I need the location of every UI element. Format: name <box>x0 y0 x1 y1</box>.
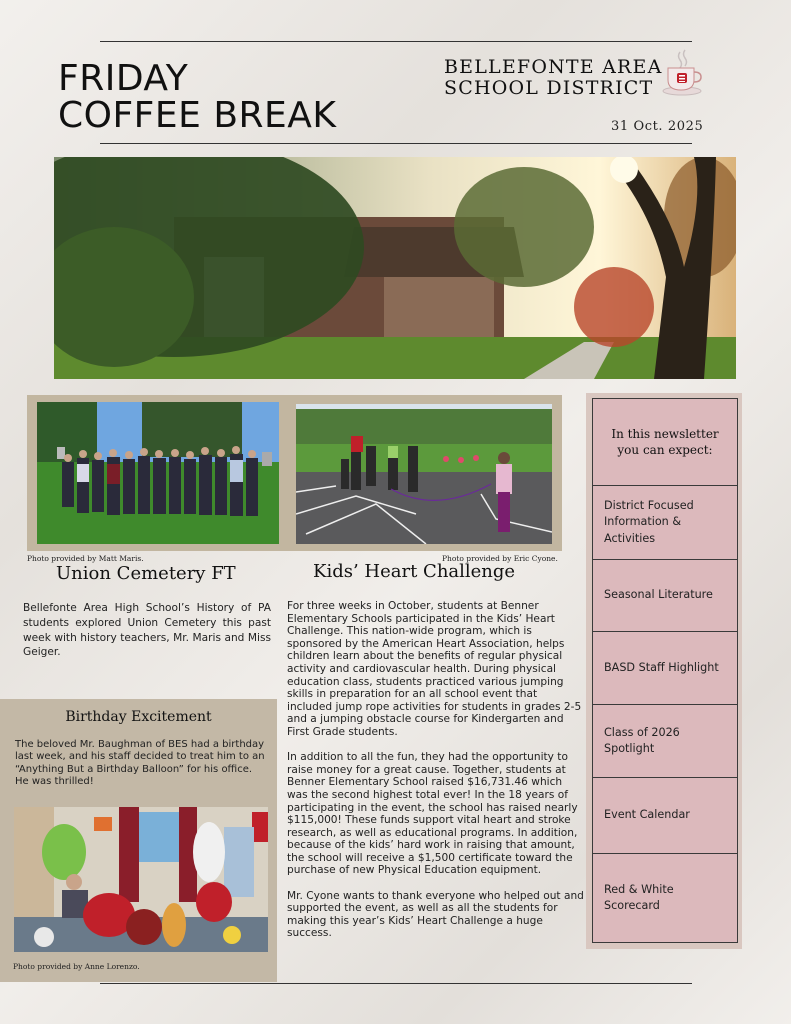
cemetery-photo-credit: Photo provided by Matt Maris. <box>27 554 144 563</box>
cemetery-group-photo <box>37 402 279 544</box>
toc-heading-line-2: you can expect: <box>617 443 713 457</box>
toc-item-literature: Seasonal Literature <box>593 560 737 632</box>
heart-paragraph-3: Mr. Cyone wants to thank everyone who helped out and supported the event, as well as all the students for making this year’s Kids’ Heart Challenge a huge success. <box>287 889 584 940</box>
toc-heading-line-1: In this newsletter <box>611 427 719 441</box>
toc-item-class-2026: Class of 2026 Spotlight <box>593 705 737 778</box>
toc-item-district: District Focused Information & Activities <box>593 486 737 560</box>
heart-heading: Kids’ Heart Challenge <box>313 561 516 582</box>
birthday-heading: Birthday Excitement <box>65 709 212 725</box>
hero-photo-autumn-street <box>54 157 736 379</box>
birthday-office-photo <box>14 807 268 952</box>
district-line-1: BELLEFONTE AREA <box>444 56 663 78</box>
header-rule <box>100 143 692 144</box>
toc-box <box>592 398 738 943</box>
district-line-2: SCHOOL DISTRICT <box>444 77 654 99</box>
newsletter-title <box>58 60 337 134</box>
issue-date: 31 Oct. 2025 <box>611 119 704 134</box>
top-rule <box>100 41 692 42</box>
heart-challenge-photo <box>296 404 552 544</box>
birthday-photo-credit: Photo provided by Anne Lorenzo. <box>13 962 140 971</box>
district-name <box>444 57 663 99</box>
coffee-cup-icon <box>661 48 703 98</box>
heart-body <box>287 600 585 953</box>
toc-item-scorecard: Red & White Scorecard <box>604 882 674 912</box>
cemetery-body: Bellefonte Area High School’s History of PA students explored Union Cemetery this past week with history teachers, Mr. Maris and Miss Geiger. <box>23 602 271 659</box>
title-line-2: COFFEE BREAK <box>58 95 337 136</box>
toc-item-calendar: Event Calendar <box>593 778 737 854</box>
birthday-body: The beloved Mr. Baughman of BES had a birthday last week, and his staff decided to treat him to an “Anything But a Birthday Balloon” for his office. He was thrilled! <box>15 739 265 788</box>
cemetery-heading: Union Cemetery FT <box>56 563 236 584</box>
heart-paragraph-2: In addition to all the fun, they had the opportunity to raise money for a great cause. Together, students at Benner Elementary School raised $16,731.46 which was the second highest total ever! In the 18 years of participating in the event, the school has raised nearly $115,000! These funds support vital heart and stroke research, as well as educational programs. In addition, because of the kids’ hard work in raising that amount, the school will receive a $1,500 certificate toward the purchase of new Physical Education equipment. <box>287 751 578 877</box>
toc-heading <box>593 399 737 486</box>
heart-photo-credit: Photo provided by Eric Cyone. <box>442 554 558 563</box>
toc-item-staff: BASD Staff Highlight <box>593 632 737 705</box>
bottom-rule <box>100 983 692 984</box>
title-line-1: FRIDAY <box>58 58 189 99</box>
heart-paragraph-1: For three weeks in October, students at Benner Elementary Schools participated in the Kids’ Heart Challenge. This nation-wide program, which is sponsored by the American Heart Association, helps children learn about the benefits of regular physical activity and cardiovascular health. During physical education class, students practiced various jumping skills in preparation for an all school event that included jump rope activities for students in grades 2-5 and a jumping obstacle course for Kindergarten and First Grade students. <box>287 600 582 738</box>
